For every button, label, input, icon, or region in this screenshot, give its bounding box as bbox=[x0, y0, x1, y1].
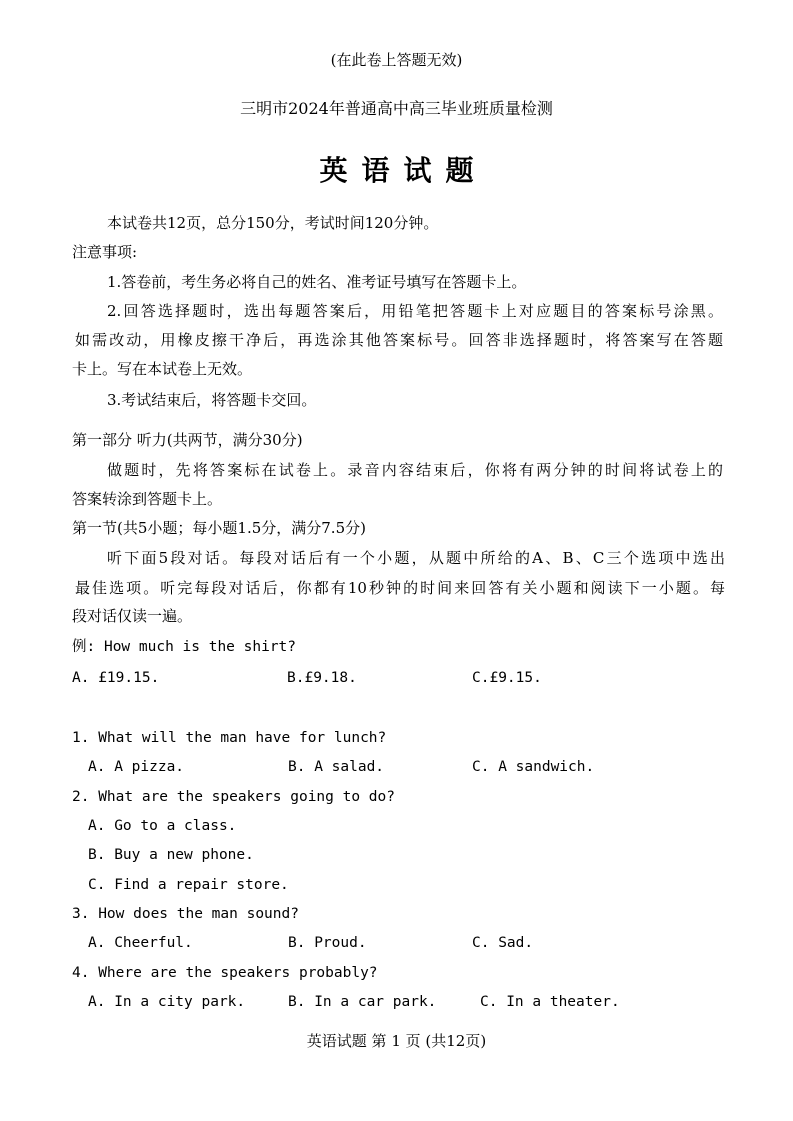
part1-heading: 第一部分 听力(共两节，满分30分) bbox=[72, 431, 303, 449]
section1-instruction-line-3: 段对话仅读一遍。 bbox=[72, 607, 193, 625]
page-footer: 英语试题 第 1 页 (共12页) bbox=[306, 1032, 487, 1050]
example-option-c: C.£9.15. bbox=[472, 670, 542, 686]
question-4-option-b: B. In a car park. bbox=[288, 994, 437, 1010]
question-2: 2. What are the speakers going to do? bbox=[72, 789, 396, 805]
question-1-option-c: C. A sandwich. bbox=[472, 759, 595, 775]
question-4: 4. Where are the speakers probably? bbox=[72, 965, 378, 981]
question-3-option-c: C. Sad. bbox=[472, 935, 534, 951]
page-title: 英语试题 bbox=[319, 154, 488, 187]
exam-name: 三明市2024年普通高中高三毕业班质量检测 bbox=[240, 99, 553, 118]
question-4-option-c: C. In a theater. bbox=[480, 994, 620, 1010]
question-3-option-b: B. Proud. bbox=[288, 935, 367, 951]
example-option-a: A. £19.15. bbox=[72, 670, 160, 686]
question-3: 3. How does the man sound? bbox=[72, 906, 299, 922]
question-1-option-a: A. A pizza. bbox=[88, 759, 185, 775]
section1-instruction-line-1: 听下面5段对话。每段对话后有一个小题，从题中所给的A、B、C三个选项中选出 bbox=[107, 549, 725, 567]
note-item-2-line-3: 卡上。写在本试卷上无效。 bbox=[72, 360, 253, 378]
part1-instruction-line-1: 做题时，先将答案标在试卷上。录音内容结束后，你将有两分钟的时间将试卷上的 bbox=[107, 461, 723, 479]
question-2-option-a: A. Go to a class. bbox=[88, 818, 237, 834]
question-2-option-c: C. Find a repair store. bbox=[88, 877, 289, 893]
question-4-option-a: A. In a city park. bbox=[88, 994, 246, 1010]
notes-heading: 注意事项: bbox=[72, 243, 138, 261]
note-item-3: 3.考试结束后，将答题卡交回。 bbox=[107, 391, 317, 409]
example-option-b: B.£9.18. bbox=[287, 670, 357, 686]
part1-instruction-line-2: 答案转涂到答题卡上。 bbox=[72, 490, 223, 508]
section1-instruction-line-2: 最佳选项。听完每段对话后，你都有10秒钟的时间来回答有关小题和阅读下一小题。每 bbox=[75, 579, 725, 597]
question-2-option-b: B. Buy a new phone. bbox=[88, 847, 254, 863]
intro-text: 本试卷共12页，总分150分，考试时间120分钟。 bbox=[107, 214, 439, 232]
question-1: 1. What will the man have for lunch? bbox=[72, 730, 387, 746]
example-question: 例: How much is the shirt? bbox=[72, 639, 297, 655]
note-item-2-line-2: 如需改动，用橡皮擦干净后，再选涂其他答案标号。回答非选择题时，将答案写在答题 bbox=[75, 331, 723, 349]
note-item-1: 1.答卷前，考生务必将自己的姓名、准考证号填写在答题卡上。 bbox=[107, 273, 527, 291]
note-item-2-line-1: 2.回答选择题时，选出每题答案后，用铅笔把答题卡上对应题目的答案标号涂黑。 bbox=[107, 302, 723, 320]
question-3-option-a: A. Cheerful. bbox=[88, 935, 193, 951]
question-1-option-b: B. A salad. bbox=[288, 759, 385, 775]
invalid-answer-note: (在此卷上答题无效) bbox=[330, 51, 463, 69]
section1-heading: 第一节(共5小题；每小题1.5分，满分7.5分) bbox=[72, 519, 366, 537]
